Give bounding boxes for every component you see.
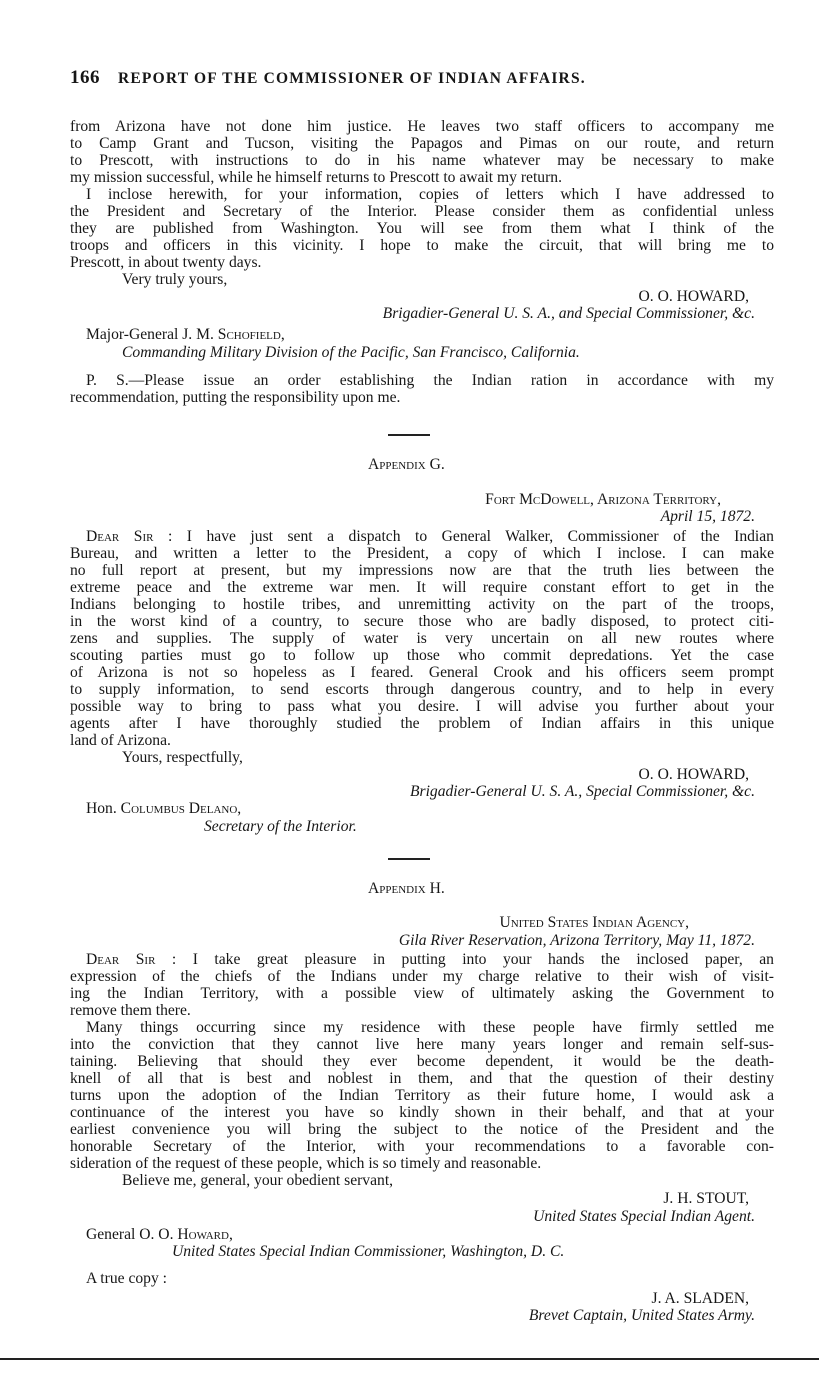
salutation: Dear Sir : bbox=[86, 528, 173, 545]
body-line: sideration of the request of these people, which is so timely and reasonable. bbox=[70, 1155, 542, 1172]
body-line: taining. Believing that should they ever become dependent, it would be the death- bbox=[70, 1053, 774, 1070]
body-line: they are published from Washington. You will see from them what I think of the bbox=[70, 220, 774, 237]
body-line: Prescott, in about twenty days. bbox=[70, 254, 262, 271]
running-header bbox=[70, 68, 586, 89]
page-bottom-edge bbox=[0, 1358, 819, 1360]
copy-signature-name: J. A. SLADEN, bbox=[651, 1290, 749, 1307]
appendix-heading: Appendix H. bbox=[368, 880, 445, 897]
signature-name: O. O. HOWARD, bbox=[638, 766, 749, 783]
recipient-name: Howard, bbox=[177, 1226, 233, 1243]
recipient bbox=[86, 800, 241, 817]
body-line: zens and supplies. The supply of water is very uncertain on all new routes where bbox=[70, 630, 774, 647]
recipient bbox=[86, 1226, 233, 1243]
body-line: my mission successful, while he himself returns to Prescott to await my return. bbox=[70, 169, 562, 186]
signature-title: United States Special Indian Agent. bbox=[533, 1208, 755, 1225]
section-divider bbox=[388, 858, 430, 860]
section-divider bbox=[388, 434, 430, 436]
body-line: scouting parties must go to follow up those who commit depredations. Yet the case bbox=[70, 647, 774, 664]
body-line: to supply information, to send escorts through dangerous country, and to help in every bbox=[70, 681, 774, 698]
closing: Believe me, general, your obedient servant, bbox=[122, 1172, 394, 1189]
letter-date: April 15, 1872. bbox=[660, 508, 755, 525]
body-line: of Arizona is not so hopeless as I feared. General Crook and his officers seem prompt bbox=[70, 664, 774, 681]
body-line: Indians belonging to hostile tribes, and unremitting activity on the part of the troops, bbox=[70, 596, 774, 613]
body-line: earliest convenience you will bring the subject to the notice of the President and the bbox=[70, 1121, 774, 1138]
signature-name: O. O. HOWARD, bbox=[638, 288, 749, 305]
page-number: 166 bbox=[70, 67, 100, 88]
body-line: into the conviction that they cannot live here many years longer and remain self-sus- bbox=[70, 1036, 774, 1053]
body-line: I inclose herewith, for your information, copies of letters which I have addressed to bbox=[86, 186, 774, 203]
body-line: land of Arizona. bbox=[70, 732, 171, 749]
body-line: knell of all that is best and noblest in them, and that the question of their destiny bbox=[70, 1070, 774, 1087]
first-line-text: I take great pleasure in putting into your hands the inclosed paper, an bbox=[192, 951, 774, 968]
recipient-prefix: Major-General J. M. bbox=[86, 326, 214, 343]
body-line: honorable Secretary of the Interior, with your recommendations to a favorable con- bbox=[70, 1138, 774, 1155]
postscript-line: P. S.—Please issue an order establishing the Indian ration in accordance with my bbox=[86, 372, 774, 389]
recipient-name: Schofield, bbox=[217, 326, 285, 343]
running-title: REPORT OF THE COMMISSIONER OF INDIAN AFFAIRS. bbox=[118, 70, 586, 87]
postscript-line: recommendation, putting the responsibility upon me. bbox=[70, 389, 401, 406]
salutation: Dear Sir : bbox=[86, 951, 177, 968]
recipient bbox=[86, 326, 285, 343]
body-line: the President and Secretary of the Interior. Please consider them as confidential unless bbox=[70, 203, 774, 220]
body-line: no full report at present, but my impressions now are that the truth lies between the bbox=[70, 562, 774, 579]
body-line: continuance of the interest you have so kindly shown in their behalf, and that at your bbox=[70, 1104, 774, 1121]
letter-place: United States Indian Agency, bbox=[499, 914, 689, 931]
true-copy-label: A true copy : bbox=[86, 1270, 167, 1287]
body-line bbox=[86, 528, 774, 545]
signature-title: Brigadier-General U. S. A., and Special Commissioner, &c. bbox=[382, 305, 755, 322]
body-line: agents after I have thoroughly studied the problem of Indian affairs in this unique bbox=[70, 715, 774, 732]
signature-name: J. H. STOUT, bbox=[663, 1190, 749, 1207]
body-line: remove them there. bbox=[70, 1002, 191, 1019]
recipient-title: Secretary of the Interior. bbox=[204, 818, 357, 835]
signature-title: Brigadier-General U. S. A., Special Commissioner, &c. bbox=[409, 783, 755, 800]
first-line-text: I have just sent a dispatch to General Walker, Commissioner of the Indian bbox=[186, 528, 774, 545]
body-line: turns upon the adoption of the Indian Territory as their future home, I would ask a bbox=[70, 1087, 774, 1104]
body-line bbox=[86, 951, 774, 968]
body-line: Many things occurring since my residence with these people have firmly settled me bbox=[86, 1019, 774, 1036]
body-line: in the worst kind of a country, to secure those who are badly disposed, to protect citi- bbox=[70, 613, 774, 630]
body-line: ing the Indian Territory, with a possible view of ultimately asking the Government to bbox=[70, 985, 774, 1002]
letter-place-date: Gila River Reservation, Arizona Territory, May 11, 1872. bbox=[398, 932, 755, 949]
closing: Very truly yours, bbox=[122, 271, 228, 288]
recipient-title: United States Special Indian Commissioner, Washington, D. C. bbox=[172, 1243, 565, 1260]
body-line: Bureau, and written a letter to the President, a copy of which I inclose. I can make bbox=[70, 545, 774, 562]
recipient-prefix: General O. O. bbox=[86, 1226, 174, 1243]
body-line: from Arizona have not done him justice. He leaves two staff officers to accompany me bbox=[70, 118, 774, 135]
recipient-prefix: Hon. bbox=[86, 800, 117, 817]
closing: Yours, respectfully, bbox=[122, 749, 243, 766]
recipient-title: Commanding Military Division of the Pacific, San Francisco, California. bbox=[122, 344, 580, 361]
copy-signature-title: Brevet Captain, United States Army. bbox=[528, 1307, 755, 1324]
appendix-heading: Appendix G. bbox=[368, 456, 445, 473]
body-line: possible way to bring to pass what you desire. I will advise you further about your bbox=[70, 698, 774, 715]
body-line: extreme peace and the extreme war men. It will require constant effort to get in the bbox=[70, 579, 774, 596]
body-line: expression of the chiefs of the Indians under my charge relative to their wish of visit- bbox=[70, 968, 774, 985]
body-line: to Prescott, with instructions to do in his name whatever may be necessary to make bbox=[70, 152, 774, 169]
body-line: troops and officers in this vicinity. I hope to make the circuit, that will bring me to bbox=[70, 237, 774, 254]
body-line: to Camp Grant and Tucson, visiting the Papagos and Pimas on our route, and return bbox=[70, 135, 774, 152]
recipient-name: Columbus Delano, bbox=[120, 800, 242, 817]
letter-place: Fort McDowell, Arizona Territory, bbox=[485, 491, 721, 508]
